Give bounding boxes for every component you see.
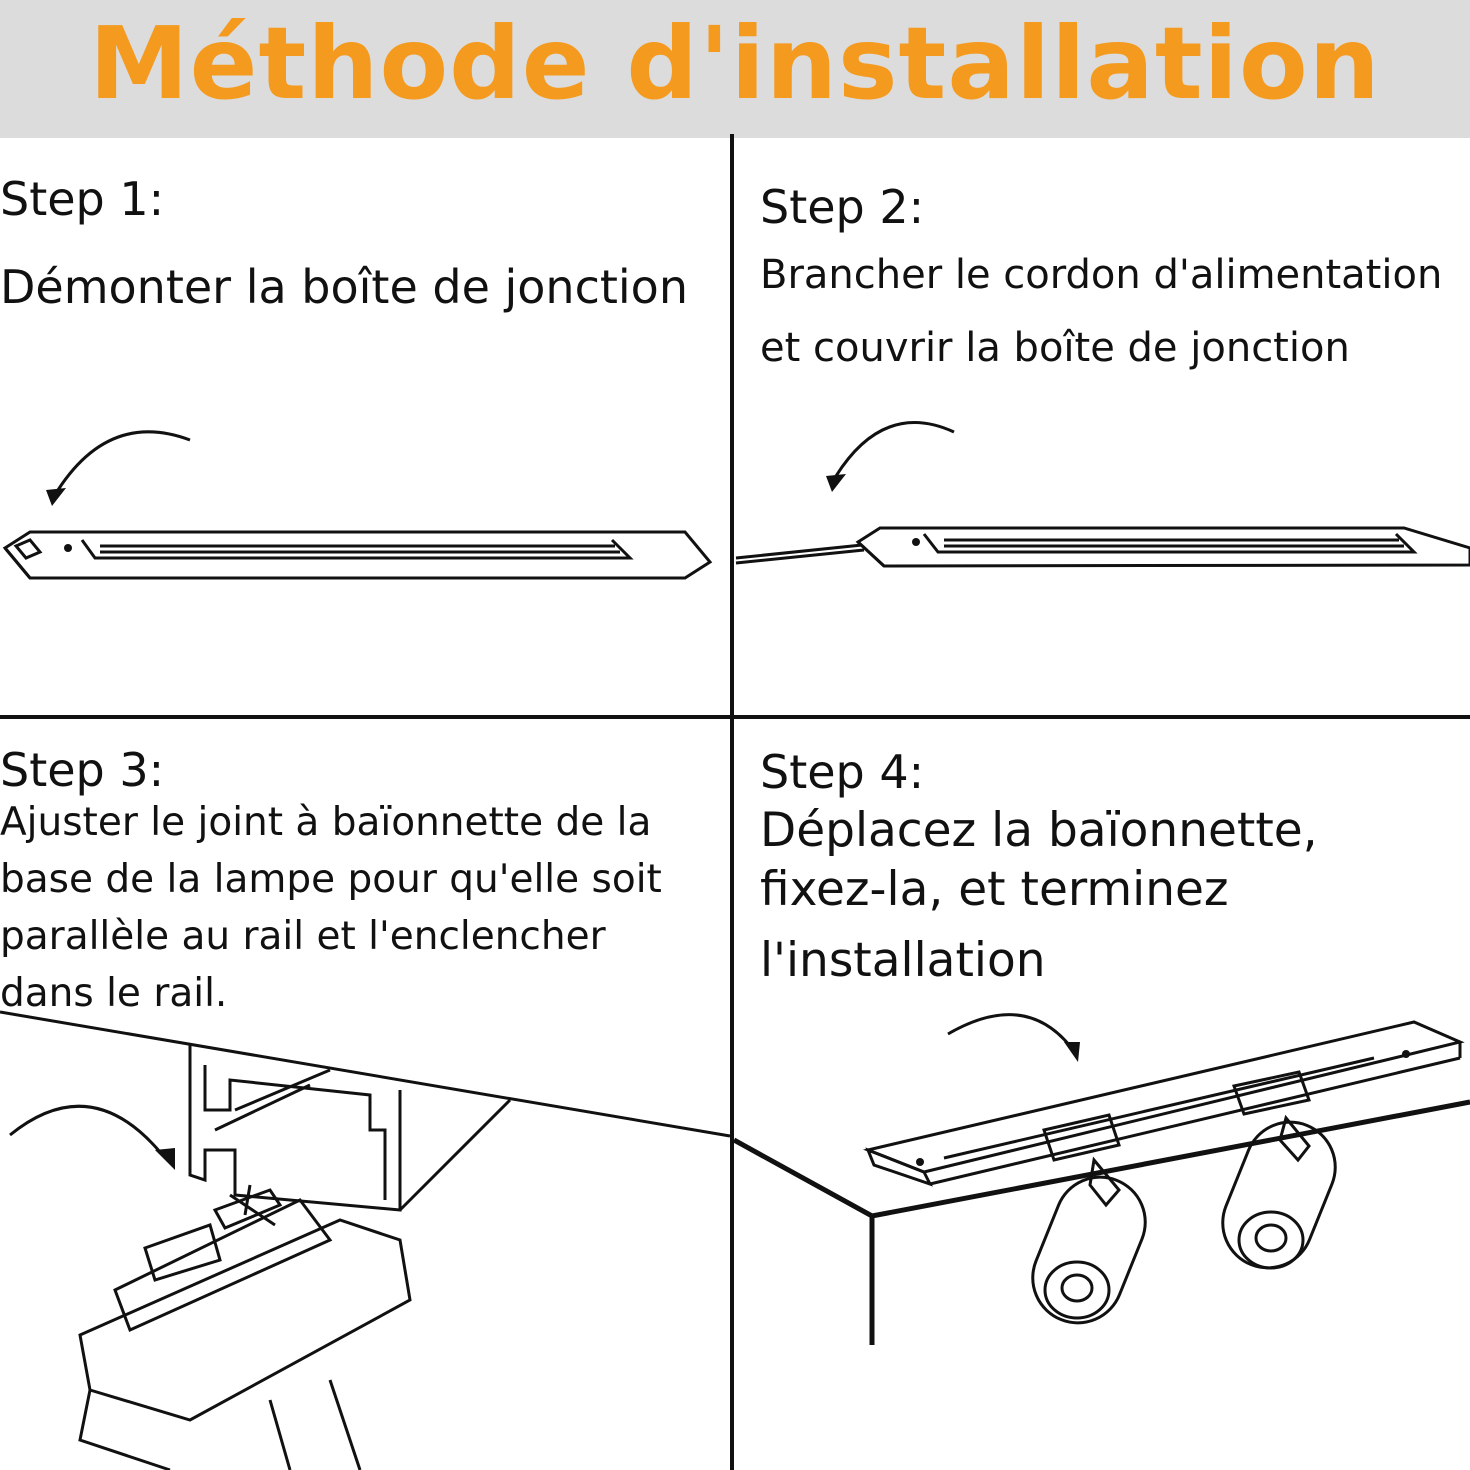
track-rail — [858, 528, 1470, 566]
step-4-illustration — [734, 1000, 1470, 1470]
step-4-description-line-2: fixez-la, et terminez — [760, 862, 1229, 917]
curved-arrow-icon — [836, 423, 954, 476]
curved-arrow-icon — [948, 1015, 1070, 1046]
step-4-description-line-3: l'installation — [760, 933, 1046, 988]
step-3-description-line-2: base de la lampe pour qu'elle soit — [0, 857, 662, 902]
track-rail — [5, 532, 710, 578]
step-4-description-line-1: Déplacez la baïonnette, — [760, 803, 1318, 858]
step-1-illustration — [0, 400, 730, 600]
curved-arrow-icon — [58, 432, 190, 490]
step-3-label: Step 3: — [0, 743, 165, 797]
track-adapter — [80, 1185, 410, 1470]
step-3-description-line-4: dans le rail. — [0, 971, 228, 1016]
page-title: Méthode d'installation — [89, 5, 1381, 122]
track-profile — [190, 1045, 510, 1210]
step-1-label: Step 1: — [0, 172, 165, 226]
horizontal-divider — [0, 715, 1470, 719]
step-4-label: Step 4: — [760, 745, 925, 799]
step-2-illustration — [734, 400, 1470, 600]
step-3-description-line-1: Ajuster le joint à baïonnette de la — [0, 800, 652, 845]
step-3-illustration — [0, 1000, 730, 1470]
step-1-description: Démonter la boîte de jonction — [0, 260, 688, 314]
step-2-description-line-1: Brancher le cordon d'alimentation — [760, 252, 1443, 298]
step-2-description-line-2: et couvrir la boîte de jonction — [760, 325, 1350, 371]
step-3-description-line-3: parallèle au rail et l'enclencher — [0, 914, 606, 959]
spotlight — [1209, 1109, 1349, 1282]
curved-arrow-icon — [10, 1106, 160, 1152]
power-cord — [736, 545, 864, 563]
step-2-label: Step 2: — [760, 180, 925, 234]
